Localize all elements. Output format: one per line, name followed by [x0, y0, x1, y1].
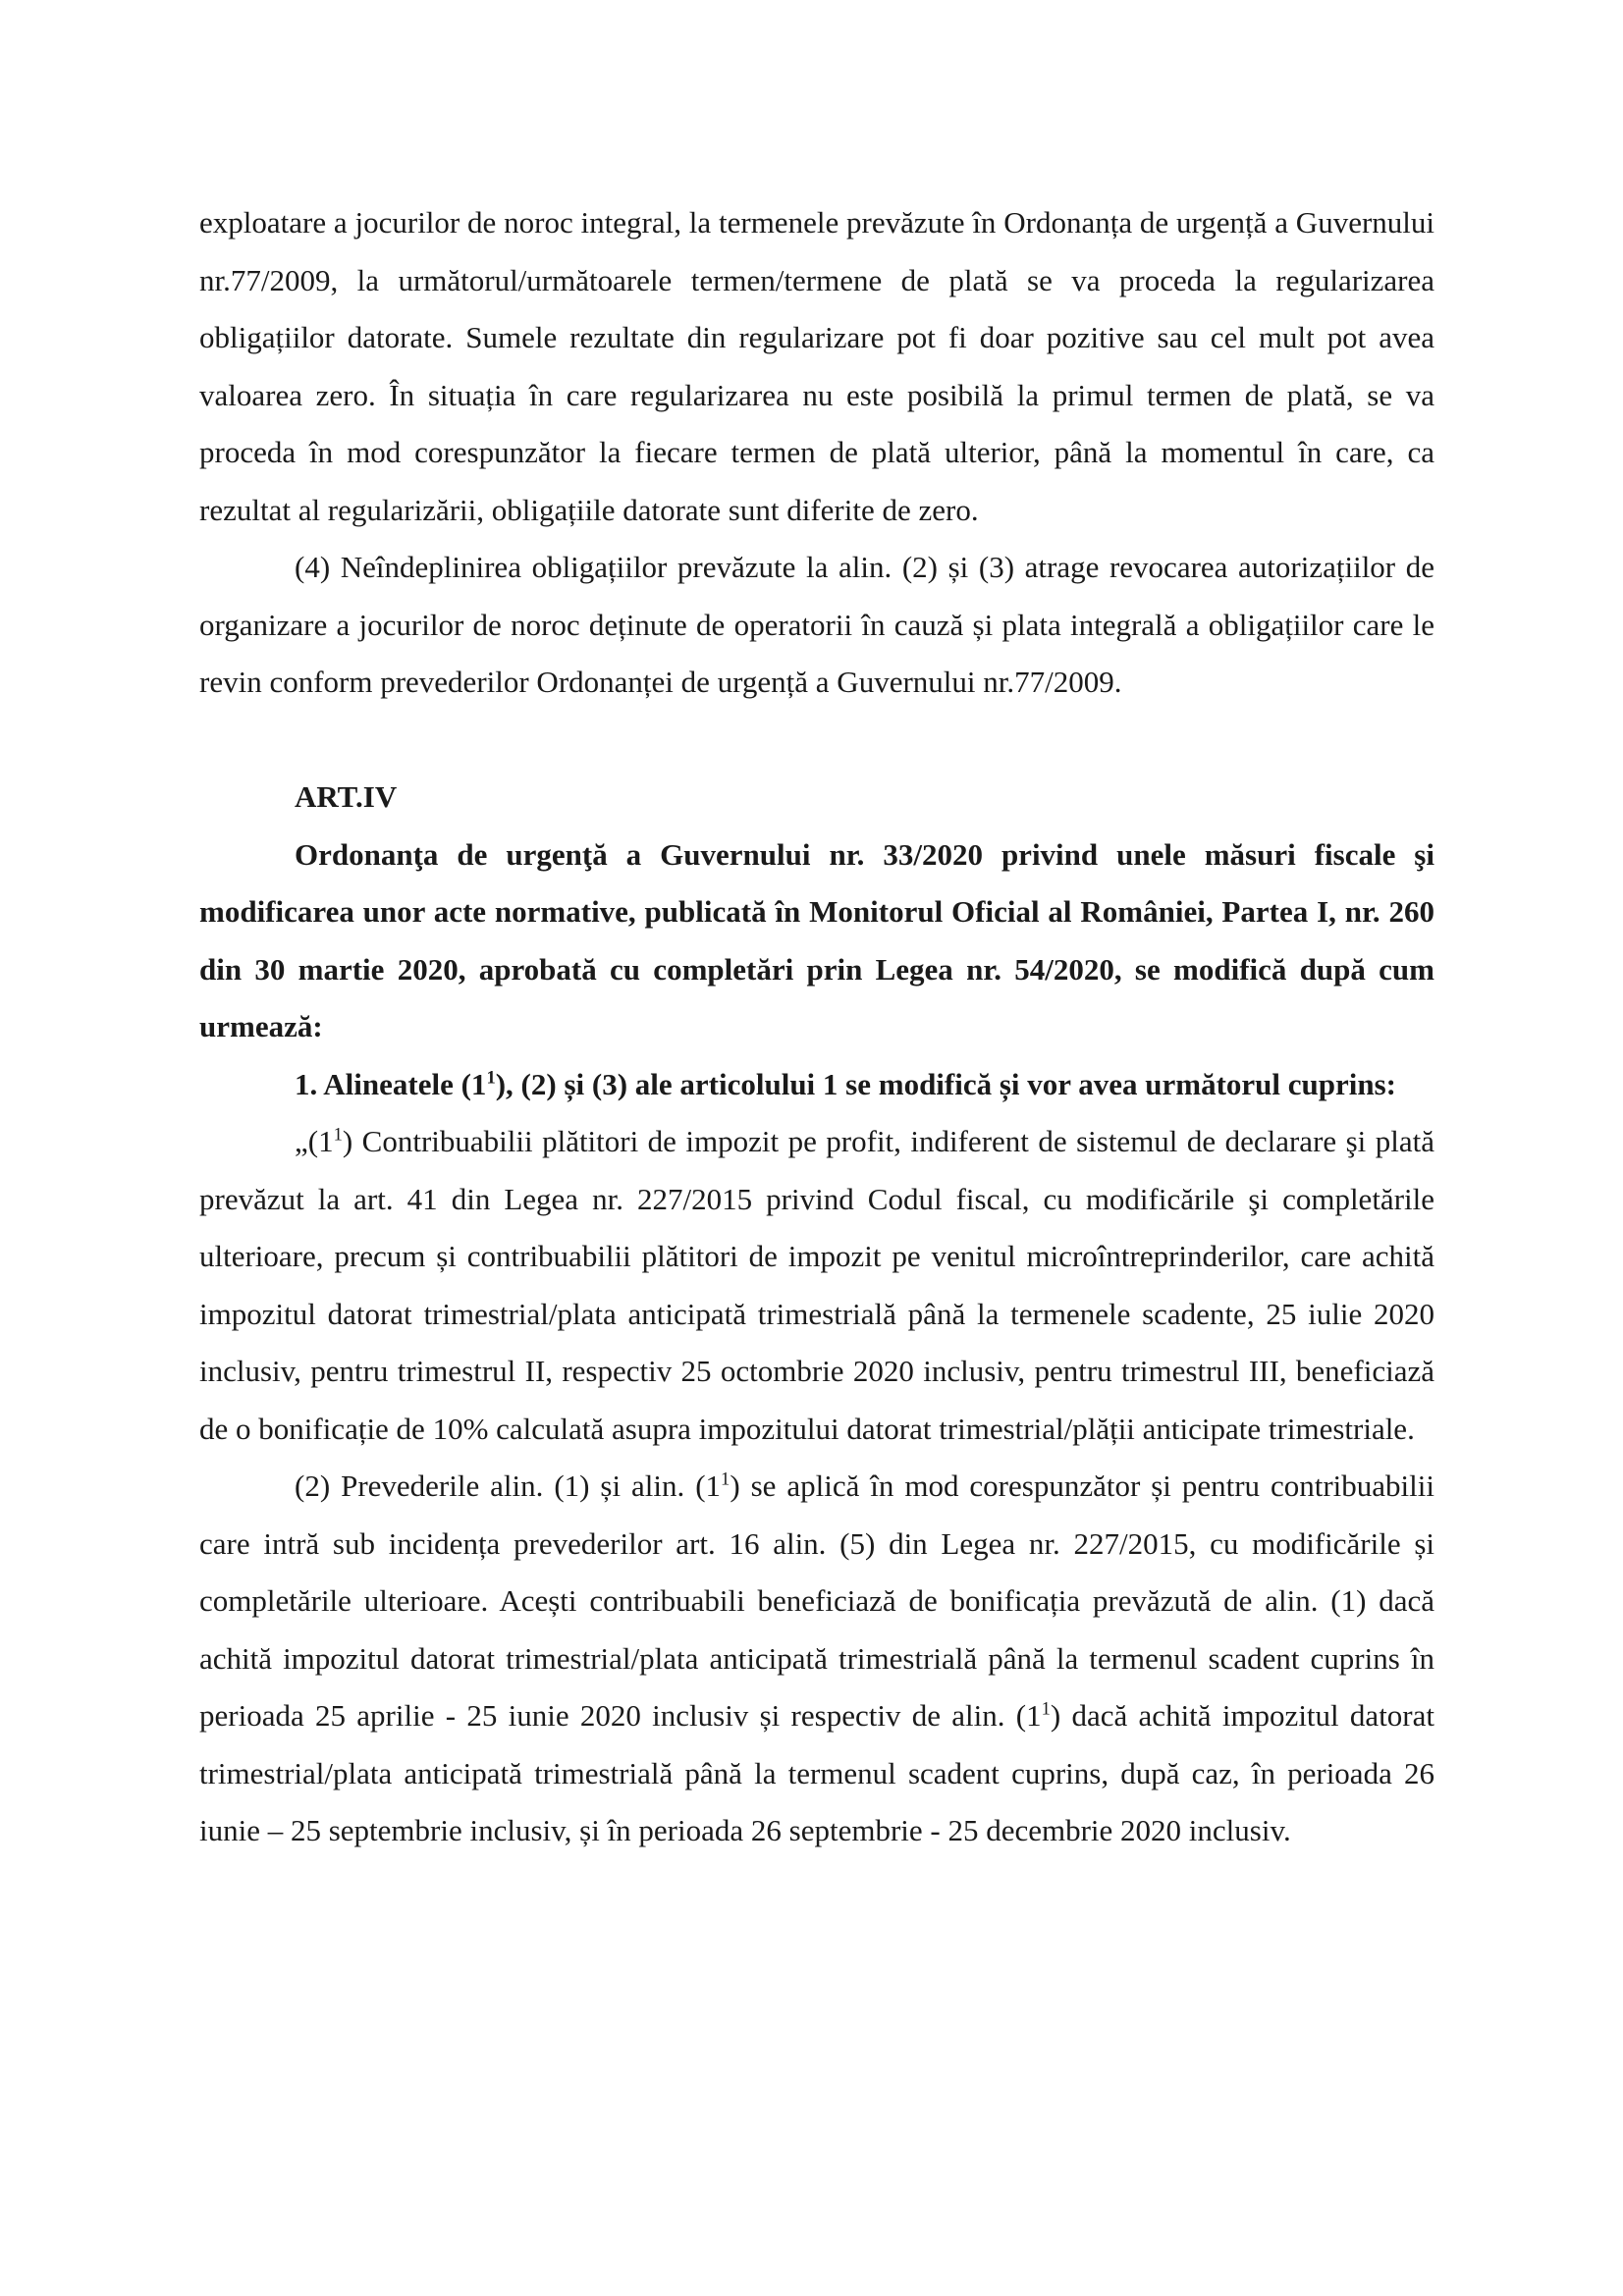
paragraph-1-1-text-a: „(1: [295, 1124, 334, 1158]
paragraph-1-1: [199, 1113, 1434, 1458]
superscript: 1: [486, 1067, 496, 1089]
superscript: 1: [1041, 1698, 1051, 1720]
article-heading: ART.IV: [295, 779, 398, 814]
paragraph-2: [199, 1458, 1434, 1860]
point-1-text-b: ), (2) și (3) ale articolului 1 se modifică și vor avea următorul cuprins:: [495, 1066, 1397, 1101]
document-body: [199, 194, 1434, 1860]
paragraph-2-text-a: (2) Prevederile alin. (1) și alin. (1: [295, 1468, 722, 1503]
spacer: [199, 712, 1434, 770]
paragraph-continuation: exploatare a jocurilor de noroc integral, la termenele prevăzute în Ordonanța de urgență a Guvernului nr.77/2009, la următorul/următoarele termen/termene de plată se va proceda la regularizarea obligațiilor datorate. Sumele rezultate din regularizare pot fi doar pozitive sau cel mult pot avea valoarea zero. În situația în care regularizarea nu este posibilă la primul termen de plată, se va proceda în mod corespunzător la fiecare termen de plată ulterior, până la momentul în care, ca rezultat al regularizării, obligațiile datorate sunt diferite de zero.: [199, 205, 1434, 527]
paragraph-2-text-b: ) se aplică în mod corespunzător și pentru contribuabilii care intră sub incidența prevederilor art. 16 alin. (5) din Legea nr. 227/2015, cu modificările și completările ulterioare. Acești contribuabili beneficiază de bonificația prevăzută de alin. (1) dacă achită impozitul datorat trimestrial/plata anticipată trimestrială până la termenul scadent cuprins în perioada 25 aprilie - 25 iunie 2020 inclusiv și respectiv de alin. (1: [199, 1468, 1434, 1733]
paragraph-4: (4) Neîndeplinirea obligațiilor prevăzute la alin. (2) și (3) atrage revocarea autorizațiilor de organizare a jocurilor de noroc deținute de operatorii în cauză și plata integrală a obligațiilor care le revin conform prevederilor Ordonanței de urgență a Guvernului nr.77/2009.: [199, 550, 1434, 699]
superscript: 1: [721, 1468, 730, 1490]
point-1-text-a: 1. Alineatele (1: [295, 1066, 487, 1101]
paragraph-2-text-c: ) dacă achită impozitul datorat trimestrial/plata anticipată trimestrială până la termenul scadent cuprins, după caz, în perioada 26 iunie – 25 septembrie inclusiv, și în perioada 26 septembrie - 25 decembrie 2020 inclusiv.: [199, 1698, 1434, 1847]
paragraph-1-1-text-b: ) Contribuabilii plătitori de impozit pe profit, indiferent de sistemul de declarare şi plată prevăzut la art. 41 din Legea nr. 227/2015 privind Codul fiscal, cu modificările şi completările ulterioare, precum și contribuabilii plătitori de impozit pe venitul microîntreprinderilor, care achită impozitul datorat trimestrial/plata anticipată trimestrială până la termenele scadente, 25 iulie 2020 inclusiv, pentru trimestrul II, respectiv 25 octombrie 2020 inclusiv, pentru trimestrul III, beneficiază de o bonificație de 10% calculată asupra impozitului datorat trimestrial/plății anticipate trimestriale.: [199, 1124, 1434, 1446]
superscript: 1: [333, 1124, 343, 1146]
point-1: [199, 1056, 1434, 1114]
article-intro: Ordonanţa de urgenţă a Guvernului nr. 33/2020 privind unele măsuri fiscale şi modificarea unor acte normative, publicată în Monitorul Oficial al României, Partea I, nr. 260 din 30 martie 2020, aprobată cu completări prin Legea nr. 54/2020, se modifică după cum urmează:: [199, 836, 1434, 1043]
